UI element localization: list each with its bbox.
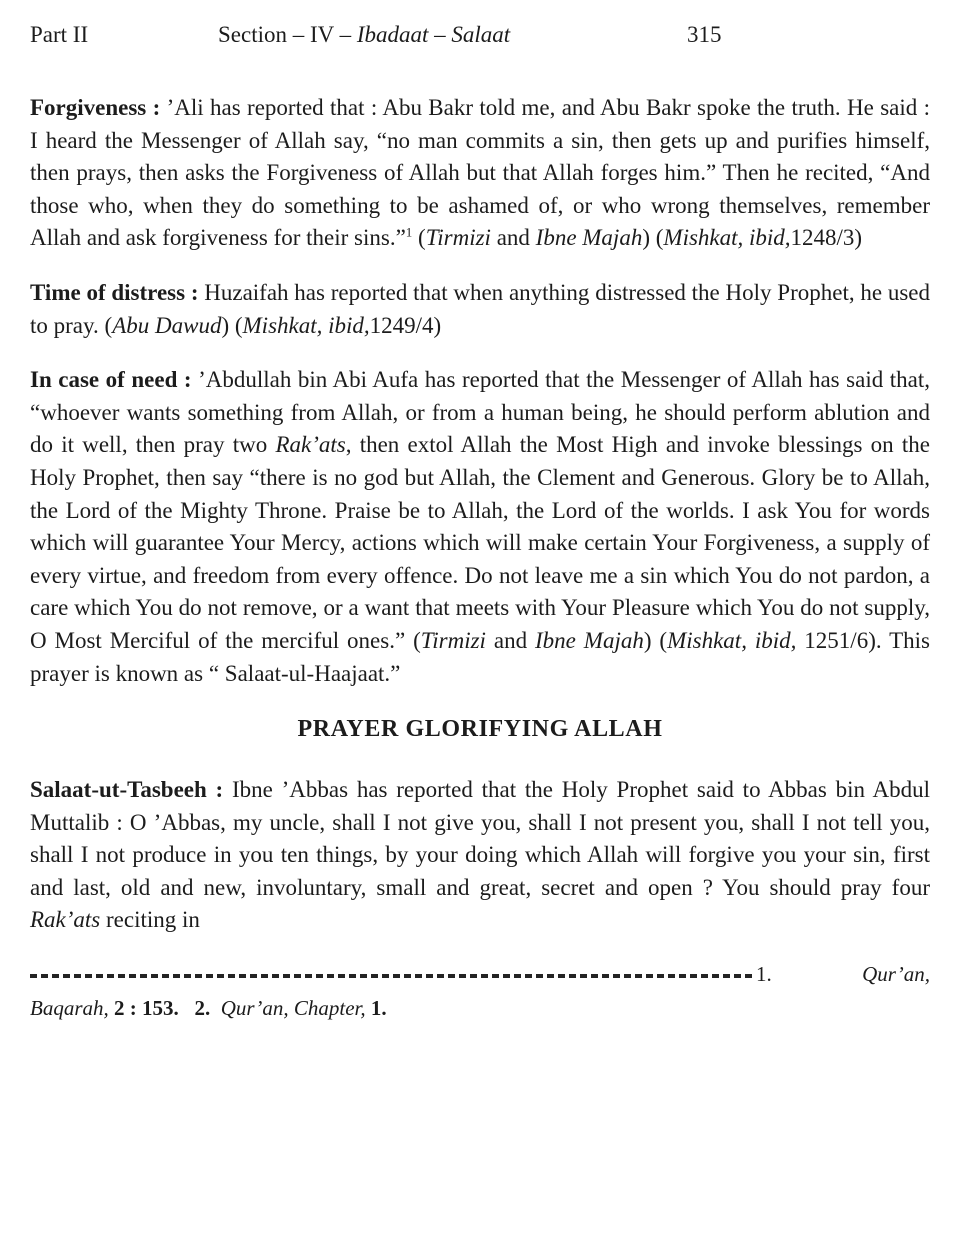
text-segment: Forgiveness :: [30, 95, 167, 120]
text-segment: Baqarah,: [30, 996, 109, 1021]
paragraph-time-of-distress: [30, 277, 930, 342]
footnote-divider-row: [30, 959, 930, 989]
text-segment: 2 : 153.: [108, 996, 179, 1021]
text-segment: 1.: [365, 996, 387, 1021]
text-segment: and: [485, 627, 535, 653]
text-segment: Mishkat, ibid,: [663, 225, 791, 251]
text-segment: 1248/3): [790, 225, 863, 251]
text-segment: In case of need :: [30, 367, 199, 393]
text-segment: ’Ali has reported that : Abu Bakr told me, and Abu Bakr spoke the truth. He said : I heard the Messenger of Allah say, “no man commits a sin, then gets up and purifies himself, then prays, then asks the Forgiveness of Allah but that Allah forges him.” Then he recited, “And those who, when they do something to be ashamed of, or who wrong themselves, remember Allah and ask forgiveness for their sins.”: [30, 95, 930, 251]
text-segment: Rak’ats: [30, 907, 101, 933]
text-segment: Tirmizi: [425, 225, 491, 251]
dashed-rule: [30, 974, 754, 978]
section-heading: PRAYER GLORIFYING ALLAH: [297, 716, 663, 743]
text-segment: 1249/4): [369, 312, 442, 338]
text-segment: Ibne Majah: [535, 627, 644, 653]
page-header: [30, 22, 930, 58]
text-segment: Mishkat, ibid,: [242, 312, 370, 338]
text-segment: 2.: [178, 996, 221, 1021]
text-segment: ) (: [642, 225, 664, 251]
footnote-marker-1: 1.: [756, 962, 772, 987]
text-segment: Abu Dawud: [112, 312, 222, 338]
text-segment: , then extol Allah the Most High and invoke blessings on the Holy Prophet, then say “there is no god but Allah, the Clement and Generous. Glory be to Allah, the Lord of the Mighty Throne. Praise be to Allah, the Lord of the worlds. I ask You for words which will guarantee Your Mercy, actions which will make certain Your Forgiveness, a supply of every virtue, and freedom from every offence. Do not leave me a sin which You do not pardon, a care which You do not remove, or a want that meets with Your Pleasure which You do not supply, O Most Merciful of the merciful ones.” (: [30, 432, 930, 653]
text-segment: ) (: [221, 312, 243, 338]
text-segment: Tirmizi: [420, 627, 486, 653]
text-segment: Ibadaat – Salaat: [356, 22, 511, 47]
text-segment: Section – IV –: [218, 22, 357, 47]
page-number: 315: [687, 22, 722, 47]
text-segment: Salaat-ut-Tasbeeh :: [30, 777, 232, 803]
header-part-label: Part II: [30, 22, 89, 47]
header-section-title: [218, 22, 510, 48]
text-segment: 1251/6). This prayer is known as “ Salaat-ul-Haajaat.”: [30, 627, 930, 686]
paragraph-salaat-ut-tasbeeh: [30, 774, 930, 937]
text-segment: (: [412, 225, 426, 251]
text-segment: Rak’ats: [275, 432, 346, 458]
text-segment: 1: [405, 224, 413, 240]
text-segment: Huzaifah has reported that when anything distressed the Holy Prophet, he used to pray. (: [30, 279, 930, 338]
footnote-block: [30, 959, 930, 1023]
paragraph-forgiveness: [30, 92, 930, 255]
text-segment: Qur’an, Chapter,: [220, 996, 366, 1021]
text-segment: Ibne Majah: [535, 225, 643, 251]
text-segment: Time of distress :: [30, 279, 205, 305]
footnote-citations: [30, 993, 930, 1023]
text-segment: ’Abdullah bin Abi Aufa has reported that the Messenger of Allah has said that, “whoever wants something from Allah, or from a human being, he should perform ablution and do it well, then pray two: [30, 367, 930, 458]
text-segment: Qur’an,: [862, 962, 930, 987]
text-segment: reciting in: [100, 907, 200, 933]
text-segment: Ibne ’Abbas has reported that the Holy Prophet said to Abbas bin Abdul Muttalib : O ’Abbas, my uncle, shall I not give you, shall I not present you, shall I not tell you, shall I not produce in you ten things, by your doing which Allah will forgive you your sin, first and last, old and new, involuntary, small and great, secret and open ? You should pray four: [30, 777, 931, 900]
footnote-right-label: [862, 959, 930, 989]
text-segment: ) (: [643, 627, 668, 653]
text-segment: and: [490, 225, 536, 251]
page-body: [30, 92, 930, 937]
text-segment: Mishkat, ibid,: [667, 627, 797, 653]
paragraph-in-case-of-need: [30, 364, 930, 690]
